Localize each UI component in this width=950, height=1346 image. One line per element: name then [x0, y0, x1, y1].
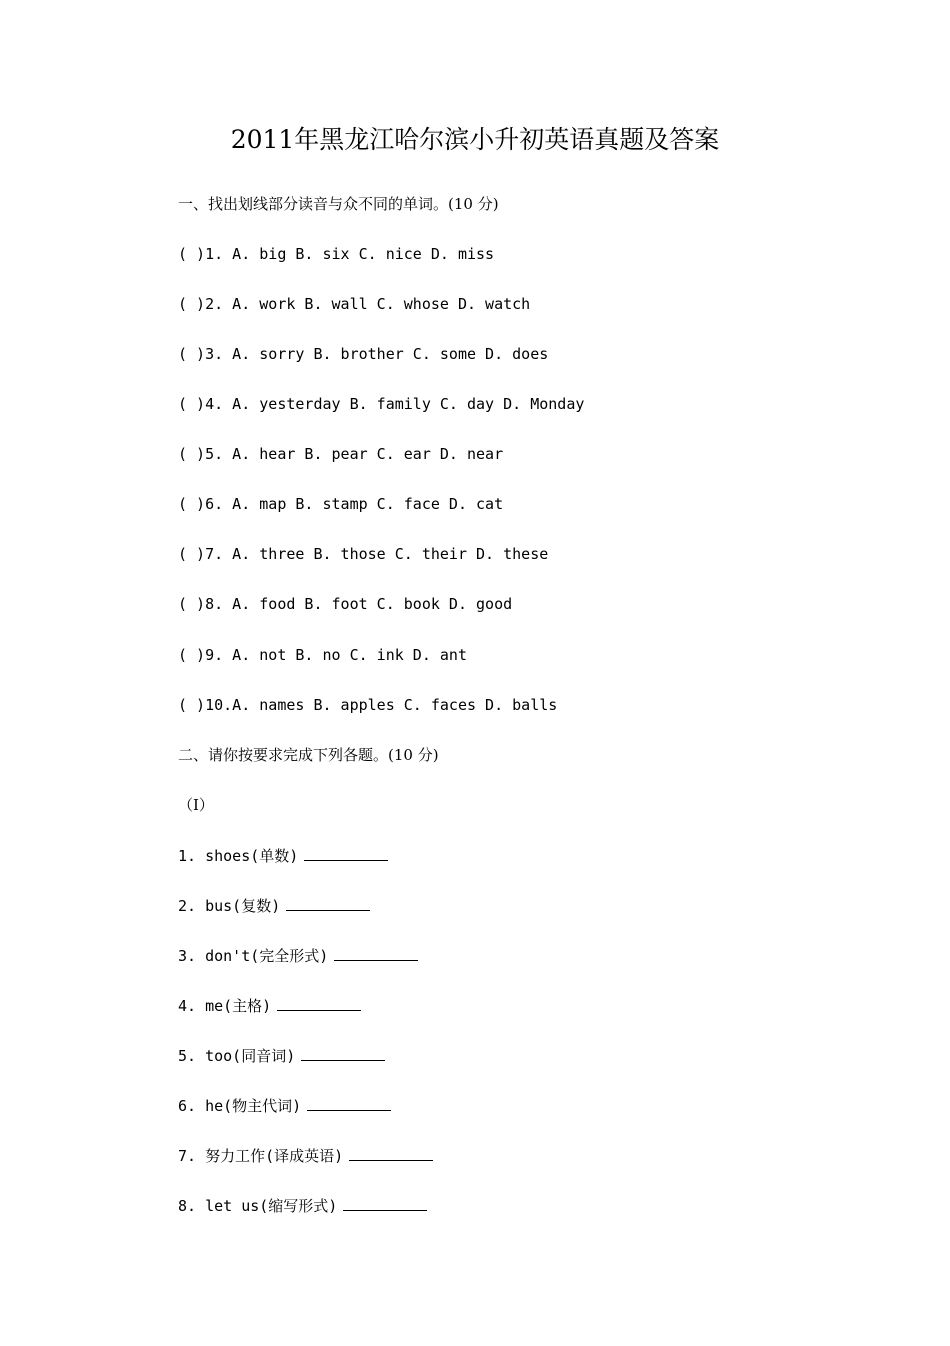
exercise-item [178, 845, 388, 866]
page-title: 2011年黑龙江哈尔滨小升初英语真题及答案 [230, 125, 720, 154]
exercise-prompt: 1. shoes(单数) [178, 847, 299, 865]
exercise-prompt: 5. too(同音词) [178, 1047, 296, 1065]
exercise-item [178, 1195, 427, 1216]
question-item: ( )1. A. big B. six C. nice D. miss [178, 245, 495, 263]
answer-blank[interactable] [349, 1145, 433, 1161]
answer-blank[interactable] [304, 845, 388, 861]
section-heading: 二、请你按要求完成下列各题。(10 分) [178, 746, 439, 764]
answer-blank[interactable] [301, 1045, 385, 1061]
exercise-prompt: 3. don't(完全形式) [178, 947, 329, 965]
question-item: ( )5. A. hear B. pear C. ear D. near [178, 445, 504, 463]
answer-blank[interactable] [334, 945, 418, 961]
exercise-prompt: 7. 努力工作(译成英语) [178, 1147, 344, 1165]
question-item: ( )6. A. map B. stamp C. face D. cat [178, 495, 504, 513]
question-item: ( )4. A. yesterday B. family C. day D. Monday [178, 395, 585, 413]
exercise-item [178, 1045, 385, 1066]
exercise-item [178, 895, 370, 916]
exercise-prompt: 2. bus(复数) [178, 897, 281, 915]
exercise-prompt: 6. he(物主代词) [178, 1097, 302, 1115]
question-item: ( )7. A. three B. those C. their D. these [178, 545, 549, 563]
exercise-prompt: 4. me(主格) [178, 997, 272, 1015]
question-item: ( )2. A. work B. wall C. whose D. watch [178, 295, 531, 313]
exercise-item [178, 995, 361, 1016]
question-item: ( )3. A. sorry B. brother C. some D. does [178, 345, 549, 363]
subsection-label: （I） [178, 796, 214, 814]
question-item: ( )8. A. food B. foot C. book D. good [178, 595, 513, 613]
answer-blank[interactable] [307, 1095, 391, 1111]
exercise-item [178, 1095, 391, 1116]
exercise-item [178, 945, 418, 966]
answer-blank[interactable] [343, 1195, 427, 1211]
answer-blank[interactable] [286, 895, 370, 911]
exercise-item [178, 1145, 433, 1166]
exercise-prompt: 8. let us(缩写形式) [178, 1197, 338, 1215]
section-heading: 一、找出划线部分读音与众不同的单词。(10 分) [178, 195, 499, 213]
question-item: ( )10.A. names B. apples C. faces D. balls [178, 696, 558, 714]
question-item: ( )9. A. not B. no C. ink D. ant [178, 646, 467, 664]
answer-blank[interactable] [277, 995, 361, 1011]
